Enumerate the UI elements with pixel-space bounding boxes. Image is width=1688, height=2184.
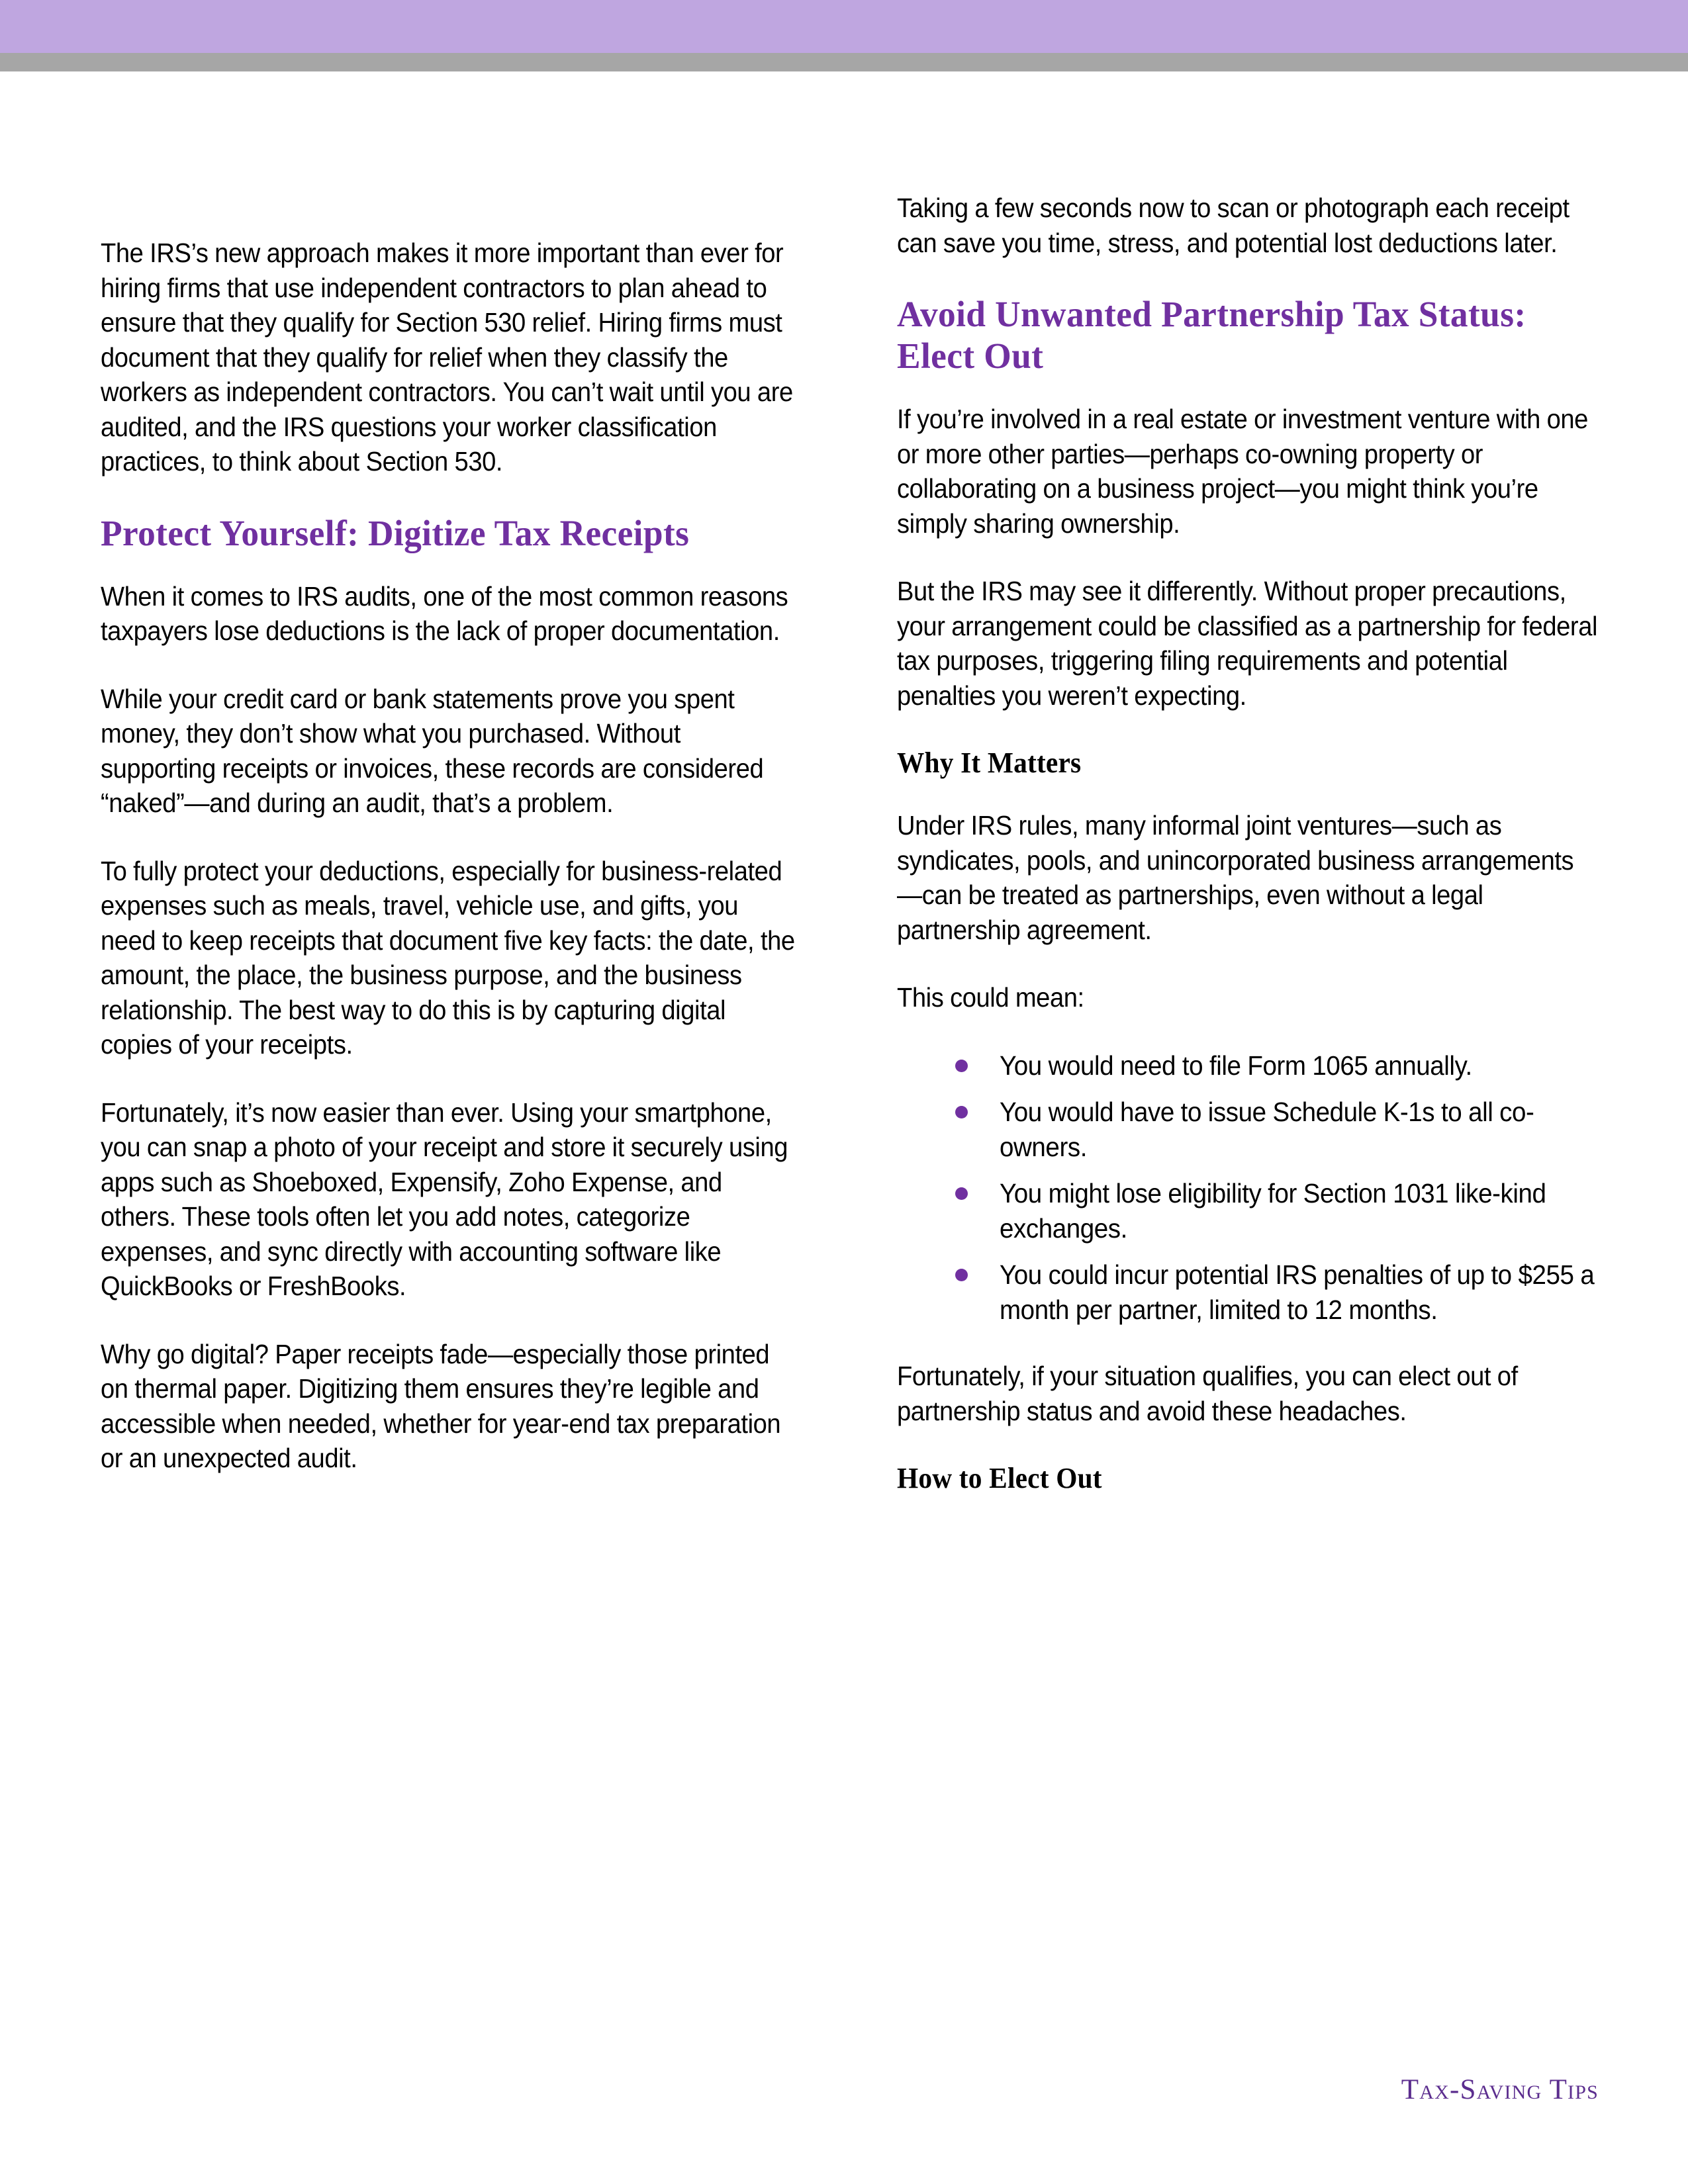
page-body [0,71,1688,2184]
footer-publication-name: Tax-Saving Tips [1401,2074,1599,2105]
left-paragraph-3: While your credit card or bank statements prove you spent money, they don’t show what you purchased. Without supporting receipts or invoices, these records are considered “naked”—and during an audit, that’s a problem. [101,683,764,818]
header-lavender-bar [0,0,1688,53]
left-column [101,71,799,1509]
heading-protect-yourself-digitize-tax-receipts: Protect Yourself: Digitize Tax Receipts [101,512,690,553]
list-item-label: You could incur potential IRS penalties of up to $255 a month per partner, limited to 12 months. [1000,1259,1595,1325]
left-paragraph-5: Fortunately, it’s now easier than ever. Using your smartphone, you can snap a photo of your receipt and store it securely using apps such as Shoeboxed, Expensify, Zoho Expense, and others. These tools often let you add notes, categorize expenses, and sync directly with accounting software like QuickBooks or FreshBooks. [101,1097,788,1301]
list-item-label: You might lose eligibility for Section 1031 like-kind exchanges. [1000,1178,1546,1244]
list-item [897,1176,1599,1246]
right-paragraph-4: Under IRS rules, many informal joint ventures—such as syndicates, pools, and unincorporated business arrangements—can be treated as partnerships, even without a legal partnership agreement. [897,810,1574,945]
right-paragraph-2: If you’re involved in a real estate or investment venture with one or more other parties—perhaps co-owning property or collaborating on a business project—you might think you’re simply sharing ownership. [897,404,1588,539]
list-item-label: You would have to issue Schedule K-1s to all co-owners. [1000,1097,1534,1162]
bullet-dot-icon [955,1106,968,1118]
right-paragraph-5: This could mean: [897,982,1084,1013]
list-item [897,1257,1599,1327]
right-paragraph-6: Fortunately, if your situation qualifies, you can elect out of partnership status and avoid these headaches. [897,1361,1518,1426]
right-paragraph-1: Taking a few seconds now to scan or photograph each receipt can save you time, stress, and potential lost deductions later. [897,193,1570,258]
bullet-dot-icon [955,1269,968,1281]
left-paragraph-6: Why go digital? Paper receipts fade—especially those printed on thermal paper. Digitizing them ensures they’re legible and accessible when needed, whether for year-end tax preparation or an unexpected audit. [101,1338,781,1473]
bullet-dot-icon [955,1060,968,1072]
list-item [897,1095,1599,1164]
left-paragraph-1: The IRS’s new approach makes it more important than ever for hiring firms that use independent contractors to plan ahead to ensure that they qualify for Section 530 relief. Hiring firms must document that they qualify for relief when they classify the workers as independent contractors. You can’t wait until you are audited, and the IRS questions your worker classification practices, to think about Section 530. [101,238,793,477]
header-gray-bar [0,53,1688,71]
heading-avoid-unwanted-partnership-tax-status-elect-out: Avoid Unwanted Partnership Tax Status: Elect Out [897,294,1526,376]
subheading-how-to-elect-out: How to Elect Out [897,1462,1102,1494]
list-item [897,1048,1599,1083]
left-paragraph-2: When it comes to IRS audits, one of the most common reasons taxpayers lose deductions is the lack of proper documentation. [101,580,788,646]
left-paragraph-4: To fully protect your deductions, especially for business-related expenses such as meals, travel, vehicle use, and gifts, you need to keep receipts that document five key facts: the date, the amount, the place, the business purpose, and the business relationship. The best way to do this is by capturing digital copies of your receipts. [101,855,795,1060]
right-paragraph-3: But the IRS may see it differently. Without proper precautions, your arrangement could be classified as a partnership for federal tax purposes, triggering filing requirements and potential penalties you weren’t expecting. [897,576,1598,711]
list-item-label: You would need to file Form 1065 annually. [1000,1050,1472,1081]
right-column [897,71,1599,1524]
bullet-dot-icon [955,1187,968,1200]
consequences-bullet-list [897,1048,1599,1328]
subheading-why-it-matters: Why It Matters [897,747,1082,779]
